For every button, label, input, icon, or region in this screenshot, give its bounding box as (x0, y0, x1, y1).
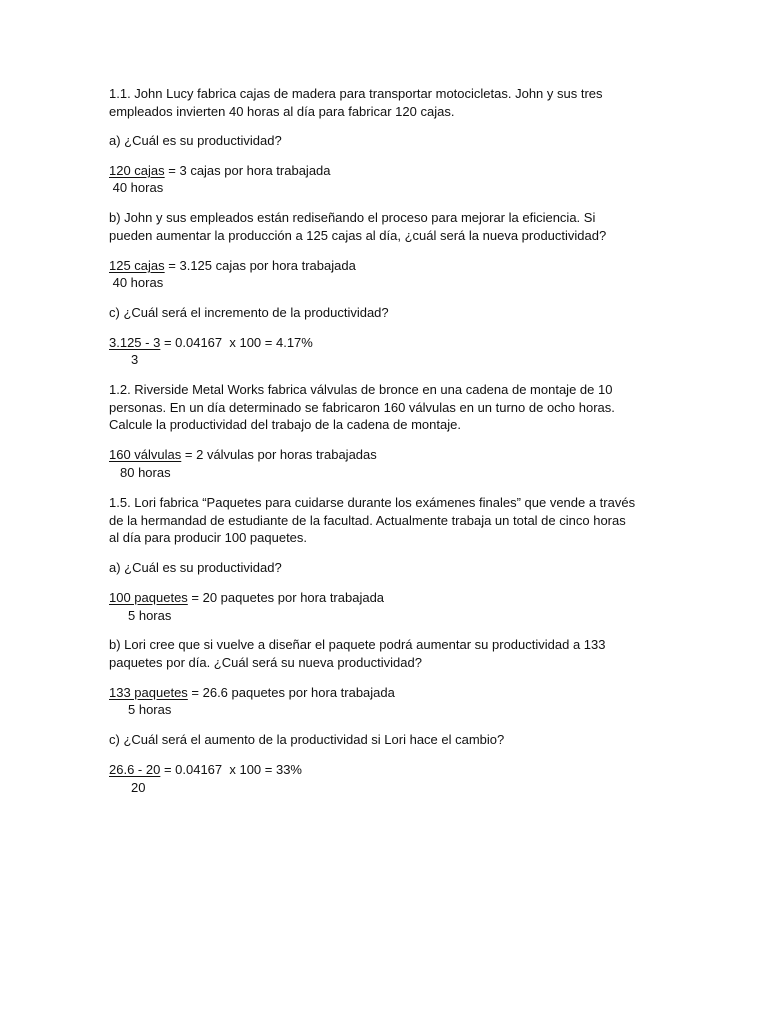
formula-6-denominator: 5 horas (128, 702, 172, 717)
formula-6-result: = 26.6 paquetes por hora trabajada (187, 685, 395, 700)
question-b-line-1: b) John y sus empleados están rediseñando el proceso para mejorar la eficiencia. Si (109, 210, 596, 225)
formula-6-numerator-line (109, 684, 395, 701)
formula-3-numerator: 3.125 - 3 (109, 335, 161, 350)
formula-3-denominator: 3 (131, 352, 139, 367)
problem-1-2-line-3: Calcule la productividad del trabajo de la cadena de montaje. (109, 417, 461, 432)
formula-5-denominator: 5 horas (128, 608, 172, 623)
formula-6-numerator: 133 paquetes (109, 685, 188, 700)
question-c-2: c) ¿Cuál será el aumento de la productividad si Lori hace el cambio? (109, 732, 505, 747)
formula-3-numerator-line (109, 334, 313, 351)
question-a-2: a) ¿Cuál es su productividad? (109, 560, 282, 575)
formula-1-numerator: 120 cajas (109, 163, 165, 178)
formula-5-numerator: 100 paquetes (109, 590, 188, 605)
formula-3-result: = 0.04167 x 100 = 4.17% (160, 335, 313, 350)
question-b-line-2: pueden aumentar la producción a 125 cajas al día, ¿cuál será la nueva productividad? (109, 228, 607, 243)
formula-7-numerator: 26.6 - 20 (109, 762, 161, 777)
problem-1-2-line-1: 1.2. Riverside Metal Works fabrica válvulas de bronce en una cadena de montaje de 10 (109, 382, 613, 397)
problem-1-1-line-1: 1.1. John Lucy fabrica cajas de madera para transportar motocicletas. John y sus tres (109, 86, 603, 101)
problem-1-2-line-2: personas. En un día determinado se fabricaron 160 válvulas en un turno de ocho horas. (109, 400, 615, 415)
formula-1-result: = 3 cajas por hora trabajada (164, 163, 331, 178)
formula-4-numerator: 160 válvulas (109, 447, 182, 462)
formula-5-result: = 20 paquetes por hora trabajada (187, 590, 385, 605)
formula-1-numerator-line (109, 162, 331, 179)
formula-2-denominator: 40 horas (109, 275, 164, 290)
formula-4-numerator-line (109, 446, 377, 463)
problem-1-5-line-1: 1.5. Lori fabrica “Paquetes para cuidarse durante los exámenes finales” que vende a través (109, 495, 636, 510)
problem-1-5-line-3: al día para producir 100 paquetes. (109, 530, 308, 545)
question-b-2-line-2: paquetes por día. ¿Cuál será su nueva productividad? (109, 655, 422, 670)
formula-7-numerator-line (109, 761, 302, 778)
question-a: a) ¿Cuál es su productividad? (109, 133, 282, 148)
formula-7-result: = 0.04167 x 100 = 33% (160, 762, 302, 777)
formula-2-numerator: 125 cajas (109, 258, 165, 273)
formula-2-result: = 3.125 cajas por hora trabajada (164, 258, 356, 273)
formula-4-result: = 2 válvulas por horas trabajadas (181, 447, 377, 462)
formula-1-denominator: 40 horas (109, 180, 164, 195)
problem-1-5-line-2: de la hermandad de estudiante de la facultad. Actualmente trabaja un total de cinco horas (109, 513, 626, 528)
formula-5-numerator-line (109, 589, 384, 606)
formula-4-denominator: 80 horas (120, 465, 171, 480)
question-b-2-line-1: b) Lori cree que si vuelve a diseñar el paquete podrá aumentar su productividad a 133 (109, 637, 606, 652)
formula-7-denominator: 20 (131, 780, 146, 795)
formula-2-numerator-line (109, 257, 356, 274)
problem-1-1-line-2: empleados invierten 40 horas al día para fabricar 120 cajas. (109, 104, 455, 119)
question-c: c) ¿Cuál será el incremento de la productividad? (109, 305, 389, 320)
